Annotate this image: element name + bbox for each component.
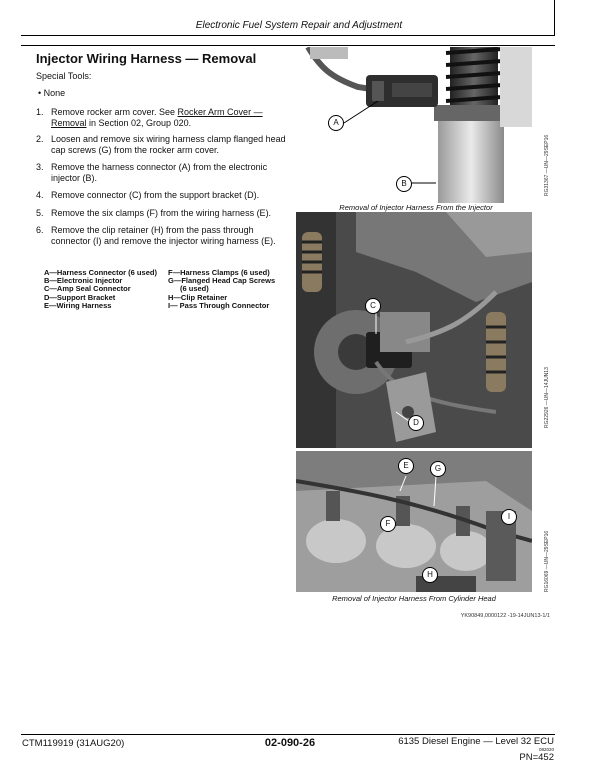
legend-item: E—Wiring Harness (44, 300, 112, 310)
step-text: Remove the clip retainer (H) from the pass through connector (I) and remove the injector wiring harness (E). (51, 225, 276, 246)
callout-g: G (430, 461, 446, 477)
step-number: 2. (36, 134, 44, 144)
footer-engine: 6135 Diesel Engine — Level 32 ECU (398, 736, 554, 747)
figure-3-caption: Removal of Injector Harness From Cylinder Head (332, 594, 496, 603)
footer-doc-id: CTM119919 (31AUG20) (22, 738, 125, 749)
callout-c: C (365, 298, 381, 314)
header-rule (21, 35, 555, 36)
legend-item: C—Amp Seal Connector (44, 284, 131, 294)
figure-1-caption: Removal of Injector Harness From the Injector (339, 203, 493, 212)
section-title: Injector Wiring Harness — Removal (36, 51, 257, 66)
callout-b: B (396, 176, 412, 192)
step-number: 1. (36, 107, 44, 117)
callout-d: D (408, 415, 424, 431)
step-number: 5. (36, 208, 44, 218)
step-text: in Section 02, Group 020. (86, 118, 192, 128)
callout-a: A (328, 115, 344, 131)
step-5 (36, 208, 290, 219)
legend-item: G—Flanged Head Cap Screws (168, 276, 276, 286)
callout-h: H (422, 567, 438, 583)
callout-e: E (398, 458, 414, 474)
figure-bracket-photo (296, 212, 532, 448)
legend-item: F—Harness Clamps (6 used) (168, 268, 270, 277)
step-text: Remove connector (C) from the support bracket (D). (51, 190, 260, 200)
step-2 (36, 134, 290, 156)
step-number: 3. (36, 162, 44, 172)
step-text: Loosen and remove six wiring harness clamp flanged head cap screws (G) from the rocker arm cover. (51, 134, 286, 155)
figure-1-code: RG31367 —UN—29SEP16 (544, 134, 550, 196)
footer-small-date: 082020 (538, 747, 554, 752)
legend-item: (6 used) (180, 284, 209, 294)
footer-page-code: 02-090-26 (264, 737, 316, 749)
special-tools-value: • None (38, 88, 66, 98)
footer-page-number: PN=452 (519, 752, 554, 763)
cylinder-head-illustration (296, 451, 532, 592)
legend-item: A—Harness Connector (6 used) (44, 268, 157, 277)
legend-left (44, 269, 157, 310)
figure-3-code: RG16069 —UN—29SEP16 (544, 530, 550, 592)
figure-2-code: RG22926 —UN—14JUN13 (544, 367, 550, 428)
step-6 (36, 225, 290, 247)
rocker-arm-cover-link[interactable]: Rocker Arm Cover — Removal (51, 107, 263, 128)
legend-item: I— Pass Through Connector (168, 300, 270, 310)
legend-item: B—Electronic Injector (44, 276, 123, 286)
legend-item: H—Clip Retainer (168, 292, 228, 302)
step-text: Remove rocker arm cover. See (51, 107, 178, 117)
step-3 (36, 162, 290, 184)
legend-item: D—Support Bracket (44, 292, 116, 302)
legend-right (168, 269, 275, 310)
section-top-rule (21, 45, 555, 46)
step-text: Remove the six clamps (F) from the wiring harness (E). (51, 208, 272, 218)
reference-code: YK90849,0000122 -19-14JUN13-1/1 (460, 613, 550, 619)
footer-rule (21, 734, 555, 735)
header-title: Electronic Fuel System Repair and Adjustment (195, 20, 403, 31)
step-4 (36, 190, 290, 201)
bracket-illustration (296, 212, 532, 448)
step-1 (36, 107, 290, 129)
callout-i: I (501, 509, 517, 525)
step-number: 4. (36, 190, 44, 200)
step-number: 6. (36, 225, 44, 235)
special-tools-label: Special Tools: (36, 71, 92, 81)
callout-f: F (380, 516, 396, 532)
step-text: Remove the harness connector (A) from the electronic injector (B). (51, 162, 268, 183)
figure-injector-photo (300, 47, 532, 203)
figure-cylinder-head-photo (296, 451, 532, 592)
